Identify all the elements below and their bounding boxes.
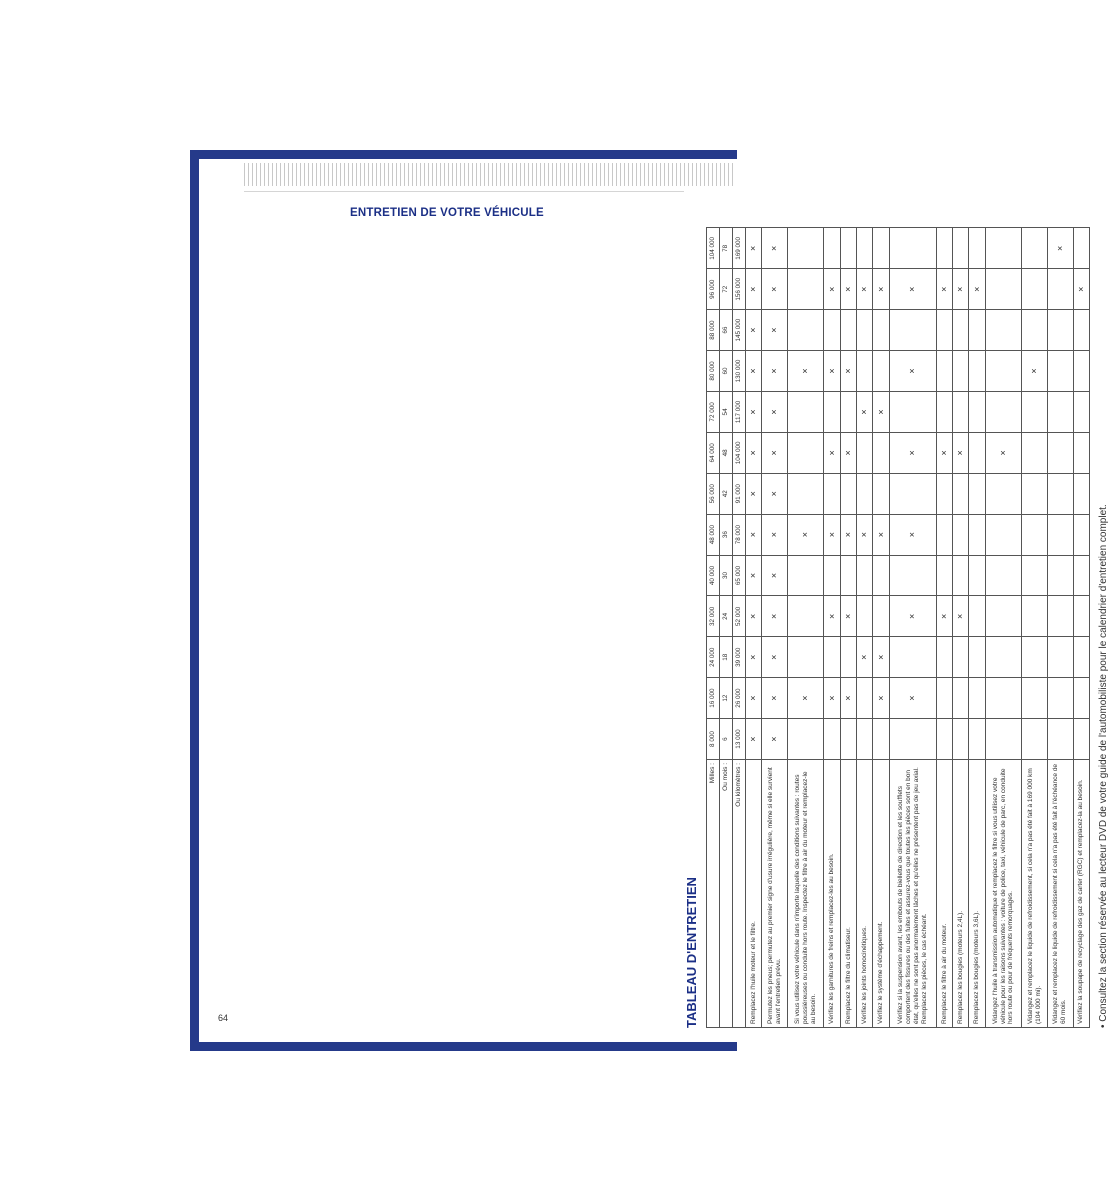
check-mark: × <box>936 432 952 473</box>
empty-cell <box>889 555 936 596</box>
header-cell-miles: 96 000 <box>707 269 720 310</box>
header-cell-km: 145 000 <box>733 310 746 351</box>
header-cell-miles: 72 000 <box>707 391 720 432</box>
empty-cell <box>857 432 873 473</box>
footnote: • Consultez la section réservée au lecteur DVD de votre guide de l'automobiliste pour le calendrier d'entretien complet. <box>1098 504 1109 1028</box>
empty-cell <box>1047 473 1073 514</box>
header-row-miles <box>707 228 720 1028</box>
check-mark: × <box>746 351 762 392</box>
check-mark: × <box>762 678 788 719</box>
empty-cell <box>969 351 985 392</box>
empty-cell <box>889 391 936 432</box>
check-mark: × <box>746 310 762 351</box>
check-mark: × <box>787 678 823 719</box>
empty-cell <box>969 391 985 432</box>
check-mark: × <box>746 228 762 269</box>
empty-cell <box>1047 678 1073 719</box>
header-cell-km: 26 000 <box>733 678 746 719</box>
check-mark: × <box>889 514 936 555</box>
empty-cell <box>1022 719 1048 760</box>
empty-cell <box>969 555 985 596</box>
header-cell-months: 42 <box>720 473 733 514</box>
empty-cell <box>969 678 985 719</box>
empty-cell <box>824 310 840 351</box>
check-mark: × <box>762 637 788 678</box>
task-description: Vérifiez le système d'échappement. <box>873 760 889 1028</box>
check-mark: × <box>746 555 762 596</box>
table-row <box>969 228 985 1028</box>
empty-cell <box>985 228 1021 269</box>
empty-cell <box>889 637 936 678</box>
empty-cell <box>889 473 936 514</box>
header-divider <box>244 191 684 192</box>
table-row <box>1047 228 1073 1028</box>
task-description: Remplacez les bougies (moteurs 3,6L). <box>969 760 985 1028</box>
check-mark: × <box>746 719 762 760</box>
check-mark: × <box>746 432 762 473</box>
check-mark: × <box>840 514 856 555</box>
table-row <box>889 228 936 1028</box>
task-description: Remplacez l'huile moteur et le filtre. <box>746 760 762 1028</box>
check-mark: × <box>953 269 969 310</box>
table-row <box>936 228 952 1028</box>
check-mark: × <box>857 637 873 678</box>
empty-cell <box>824 719 840 760</box>
table-title: TABLEAU D'ENTRETIEN <box>684 877 699 1028</box>
header-cell-months: 36 <box>720 514 733 555</box>
header-cell-miles: 64 000 <box>707 432 720 473</box>
empty-cell <box>936 555 952 596</box>
table-row <box>824 228 840 1028</box>
empty-cell <box>1073 719 1089 760</box>
empty-cell <box>787 719 823 760</box>
task-description: Vidangez l'huile à transmission automatique et remplacez le filtre si vous utilisez votre véhicule pour les raisons suivantes : voiture de police, taxi, véhicule de parc, en conduite hors route ou pour de fréquents remorquages. <box>985 760 1021 1028</box>
task-description: Vérifiez les joints homocinétiques. <box>857 760 873 1028</box>
empty-cell <box>1047 351 1073 392</box>
header-cell-months: 6 <box>720 719 733 760</box>
empty-cell <box>985 269 1021 310</box>
empty-cell <box>1073 391 1089 432</box>
header-label-km: Ou kilomètres : <box>733 760 746 1028</box>
check-mark: × <box>873 514 889 555</box>
task-description: Vidangez et remplacez le liquide de refroidissement, si cela n'a pas été fait à 169 000 km (104 000 mi). <box>1022 760 1048 1028</box>
empty-cell <box>1022 637 1048 678</box>
empty-cell <box>953 310 969 351</box>
header-label-months: Ou mois : <box>720 760 733 1028</box>
empty-cell <box>936 310 952 351</box>
empty-cell <box>969 637 985 678</box>
check-mark: × <box>787 514 823 555</box>
empty-cell <box>840 310 856 351</box>
table-row <box>873 228 889 1028</box>
task-description: Remplacez le filtre du climatiseur. <box>840 760 856 1028</box>
task-description: Vérifiez si la suspension avant, les embouts de biellette de direction et les soufflets comportent des fissures ou des fuites et assurez-vous que toutes les pièces sont en bon état, qu'elles ne sont pas anormalement lâches et qu'elles ne présentent pas de jeu axial. Remplacez les pièces, le cas échéant. <box>889 760 936 1028</box>
empty-cell <box>787 432 823 473</box>
empty-cell <box>1022 473 1048 514</box>
check-mark: × <box>889 596 936 637</box>
header-cell-km: 104 000 <box>733 432 746 473</box>
check-mark: × <box>746 596 762 637</box>
empty-cell <box>969 514 985 555</box>
check-mark: × <box>840 269 856 310</box>
check-mark: × <box>762 310 788 351</box>
check-mark: × <box>936 269 952 310</box>
empty-cell <box>1073 473 1089 514</box>
empty-cell <box>1022 555 1048 596</box>
check-mark: × <box>840 351 856 392</box>
empty-cell <box>1073 351 1089 392</box>
empty-cell <box>857 351 873 392</box>
check-mark: × <box>746 637 762 678</box>
empty-cell <box>985 391 1021 432</box>
header-cell-km: 39 000 <box>733 637 746 678</box>
task-description: Vérifiez la soupape de recyclage des gaz de carter (RGC) et remplacez-la au besoin. <box>1073 760 1089 1028</box>
table-row <box>787 228 823 1028</box>
empty-cell <box>857 719 873 760</box>
empty-cell <box>889 719 936 760</box>
header-cell-miles: 32 000 <box>707 596 720 637</box>
decorative-stripes <box>244 163 735 186</box>
check-mark: × <box>762 432 788 473</box>
empty-cell <box>1073 678 1089 719</box>
empty-cell <box>873 351 889 392</box>
check-mark: × <box>857 269 873 310</box>
check-mark: × <box>762 351 788 392</box>
empty-cell <box>857 678 873 719</box>
check-mark: × <box>762 719 788 760</box>
check-mark: × <box>1022 351 1048 392</box>
empty-cell <box>824 391 840 432</box>
empty-cell <box>1047 310 1073 351</box>
empty-cell <box>1073 228 1089 269</box>
empty-cell <box>840 228 856 269</box>
check-mark: × <box>857 391 873 432</box>
header-row-km <box>733 228 746 1028</box>
empty-cell <box>857 310 873 351</box>
check-mark: × <box>873 637 889 678</box>
empty-cell <box>1073 432 1089 473</box>
header-cell-miles: 48 000 <box>707 514 720 555</box>
empty-cell <box>1073 637 1089 678</box>
task-description: Remplacez les bougies (moteurs 2,4L). <box>953 760 969 1028</box>
check-mark: × <box>762 473 788 514</box>
empty-cell <box>969 228 985 269</box>
empty-cell <box>936 514 952 555</box>
check-mark: × <box>746 473 762 514</box>
check-mark: × <box>873 391 889 432</box>
empty-cell <box>787 269 823 310</box>
check-mark: × <box>824 514 840 555</box>
empty-cell <box>953 228 969 269</box>
empty-cell <box>1073 514 1089 555</box>
header-cell-months: 48 <box>720 432 733 473</box>
empty-cell <box>787 228 823 269</box>
table-row <box>746 228 762 1028</box>
task-description: Vidangez et remplacez le liquide de refroidissement si cela n'a pas été fait à l'échéance de 60 mois. <box>1047 760 1073 1028</box>
header-cell-miles: 80 000 <box>707 351 720 392</box>
empty-cell <box>840 719 856 760</box>
header-cell-months: 60 <box>720 351 733 392</box>
empty-cell <box>824 473 840 514</box>
check-mark: × <box>824 351 840 392</box>
check-mark: × <box>824 432 840 473</box>
empty-cell <box>985 310 1021 351</box>
left-blue-band <box>190 150 199 1051</box>
check-mark: × <box>840 432 856 473</box>
empty-cell <box>1047 391 1073 432</box>
check-mark: × <box>889 269 936 310</box>
table-row <box>1022 228 1048 1028</box>
empty-cell <box>985 351 1021 392</box>
header-cell-miles: 16 000 <box>707 678 720 719</box>
empty-cell <box>873 432 889 473</box>
empty-cell <box>787 555 823 596</box>
empty-cell <box>1047 432 1073 473</box>
header-cell-miles: 88 000 <box>707 310 720 351</box>
empty-cell <box>1022 269 1048 310</box>
header-cell-months: 54 <box>720 391 733 432</box>
empty-cell <box>787 596 823 637</box>
table-row <box>1073 228 1089 1028</box>
header-cell-months: 18 <box>720 637 733 678</box>
header-cell-months: 72 <box>720 269 733 310</box>
check-mark: × <box>762 555 788 596</box>
check-mark: × <box>762 514 788 555</box>
header-label-miles: Milles : <box>707 760 720 1028</box>
empty-cell <box>857 596 873 637</box>
check-mark: × <box>1047 228 1073 269</box>
empty-cell <box>1073 555 1089 596</box>
empty-cell <box>787 310 823 351</box>
check-mark: × <box>746 269 762 310</box>
empty-cell <box>969 596 985 637</box>
empty-cell <box>953 678 969 719</box>
header-cell-months: 12 <box>720 678 733 719</box>
header-cell-miles: 104 000 <box>707 228 720 269</box>
check-mark: × <box>889 432 936 473</box>
empty-cell <box>985 596 1021 637</box>
task-description: Vérifiez les garnitures de freins et remplacez-les au besoin. <box>824 760 840 1028</box>
empty-cell <box>840 391 856 432</box>
empty-cell <box>953 514 969 555</box>
empty-cell <box>840 473 856 514</box>
table-row <box>762 228 788 1028</box>
empty-cell <box>873 596 889 637</box>
header-cell-months: 78 <box>720 228 733 269</box>
empty-cell <box>1047 596 1073 637</box>
empty-cell <box>936 391 952 432</box>
empty-cell <box>873 719 889 760</box>
header-cell-km: 117 000 <box>733 391 746 432</box>
empty-cell <box>857 473 873 514</box>
check-mark: × <box>762 596 788 637</box>
empty-cell <box>936 719 952 760</box>
header-cell-miles: 40 000 <box>707 555 720 596</box>
empty-cell <box>1047 514 1073 555</box>
empty-cell <box>1047 555 1073 596</box>
empty-cell <box>953 637 969 678</box>
empty-cell <box>1022 596 1048 637</box>
empty-cell <box>873 555 889 596</box>
empty-cell <box>857 228 873 269</box>
header-cell-km: 65 000 <box>733 555 746 596</box>
empty-cell <box>787 637 823 678</box>
empty-cell <box>1073 310 1089 351</box>
header-cell-months: 30 <box>720 555 733 596</box>
header-cell-miles: 8 000 <box>707 719 720 760</box>
empty-cell <box>1022 678 1048 719</box>
header-cell-km: 130 000 <box>733 351 746 392</box>
check-mark: × <box>873 269 889 310</box>
header-cell-km: 13 000 <box>733 719 746 760</box>
table-row <box>985 228 1021 1028</box>
check-mark: × <box>873 678 889 719</box>
check-mark: × <box>969 269 985 310</box>
empty-cell <box>936 351 952 392</box>
empty-cell <box>953 351 969 392</box>
empty-cell <box>985 637 1021 678</box>
check-mark: × <box>824 269 840 310</box>
empty-cell <box>969 310 985 351</box>
empty-cell <box>936 678 952 719</box>
check-mark: × <box>840 678 856 719</box>
empty-cell <box>840 555 856 596</box>
check-mark: × <box>787 351 823 392</box>
check-mark: × <box>936 596 952 637</box>
empty-cell <box>953 473 969 514</box>
check-mark: × <box>889 678 936 719</box>
empty-cell <box>1022 228 1048 269</box>
empty-cell <box>840 637 856 678</box>
header-cell-km: 78 000 <box>733 514 746 555</box>
check-mark: × <box>953 596 969 637</box>
header-cell-km: 169 000 <box>733 228 746 269</box>
check-mark: × <box>824 596 840 637</box>
empty-cell <box>824 637 840 678</box>
check-mark: × <box>953 432 969 473</box>
empty-cell <box>985 473 1021 514</box>
empty-cell <box>969 473 985 514</box>
top-blue-band <box>190 150 737 159</box>
empty-cell <box>953 719 969 760</box>
maintenance-table <box>706 227 1090 1028</box>
empty-cell <box>1047 269 1073 310</box>
check-mark: × <box>824 678 840 719</box>
table-row <box>953 228 969 1028</box>
page-number: 64 <box>218 1013 229 1023</box>
header-row-months <box>720 228 733 1028</box>
check-mark: × <box>762 269 788 310</box>
empty-cell <box>953 555 969 596</box>
table-row <box>840 228 856 1028</box>
check-mark: × <box>762 228 788 269</box>
empty-cell <box>985 555 1021 596</box>
empty-cell <box>969 432 985 473</box>
check-mark: × <box>762 391 788 432</box>
empty-cell <box>1073 596 1089 637</box>
empty-cell <box>873 473 889 514</box>
empty-cell <box>824 228 840 269</box>
task-description: Remplacez le filtre à air du moteur. <box>936 760 952 1028</box>
empty-cell <box>1047 637 1073 678</box>
empty-cell <box>873 310 889 351</box>
task-description: Si vous utilisez votre véhicule dans n'importe laquelle des conditions suivantes : routes poussiéreuses ou conduite hors route. Inspectez le filtre à air du moteur et remplacez-le au besoin. <box>787 760 823 1028</box>
empty-cell <box>969 719 985 760</box>
header-cell-miles: 24 000 <box>707 637 720 678</box>
empty-cell <box>1047 719 1073 760</box>
empty-cell <box>985 678 1021 719</box>
check-mark: × <box>985 432 1021 473</box>
check-mark: × <box>889 351 936 392</box>
bottom-blue-band <box>190 1042 737 1051</box>
empty-cell <box>1022 391 1048 432</box>
section-title: ENTRETIEN DE VOTRE VÉHICULE <box>350 207 544 219</box>
empty-cell <box>873 228 889 269</box>
empty-cell <box>985 719 1021 760</box>
empty-cell <box>889 228 936 269</box>
empty-cell <box>857 555 873 596</box>
header-cell-months: 24 <box>720 596 733 637</box>
check-mark: × <box>857 514 873 555</box>
header-cell-miles: 56 000 <box>707 473 720 514</box>
empty-cell <box>787 391 823 432</box>
empty-cell <box>936 228 952 269</box>
rotated-table-block <box>680 228 1120 1028</box>
check-mark: × <box>840 596 856 637</box>
empty-cell <box>824 555 840 596</box>
empty-cell <box>936 473 952 514</box>
empty-cell <box>1022 514 1048 555</box>
empty-cell <box>889 310 936 351</box>
table-row <box>857 228 873 1028</box>
header-cell-km: 91 000 <box>733 473 746 514</box>
empty-cell <box>787 473 823 514</box>
check-mark: × <box>746 514 762 555</box>
empty-cell <box>1022 310 1048 351</box>
task-description: Permutez les pneus; permutez au premier signe d'usure irrégulière, même si elle survient avant l'entretien prévu. <box>762 760 788 1028</box>
empty-cell <box>936 637 952 678</box>
check-mark: × <box>746 391 762 432</box>
header-cell-km: 156 000 <box>733 269 746 310</box>
empty-cell <box>1022 432 1048 473</box>
empty-cell <box>985 514 1021 555</box>
header-cell-months: 66 <box>720 310 733 351</box>
header-cell-km: 52 000 <box>733 596 746 637</box>
check-mark: × <box>1073 269 1089 310</box>
check-mark: × <box>746 678 762 719</box>
empty-cell <box>953 391 969 432</box>
